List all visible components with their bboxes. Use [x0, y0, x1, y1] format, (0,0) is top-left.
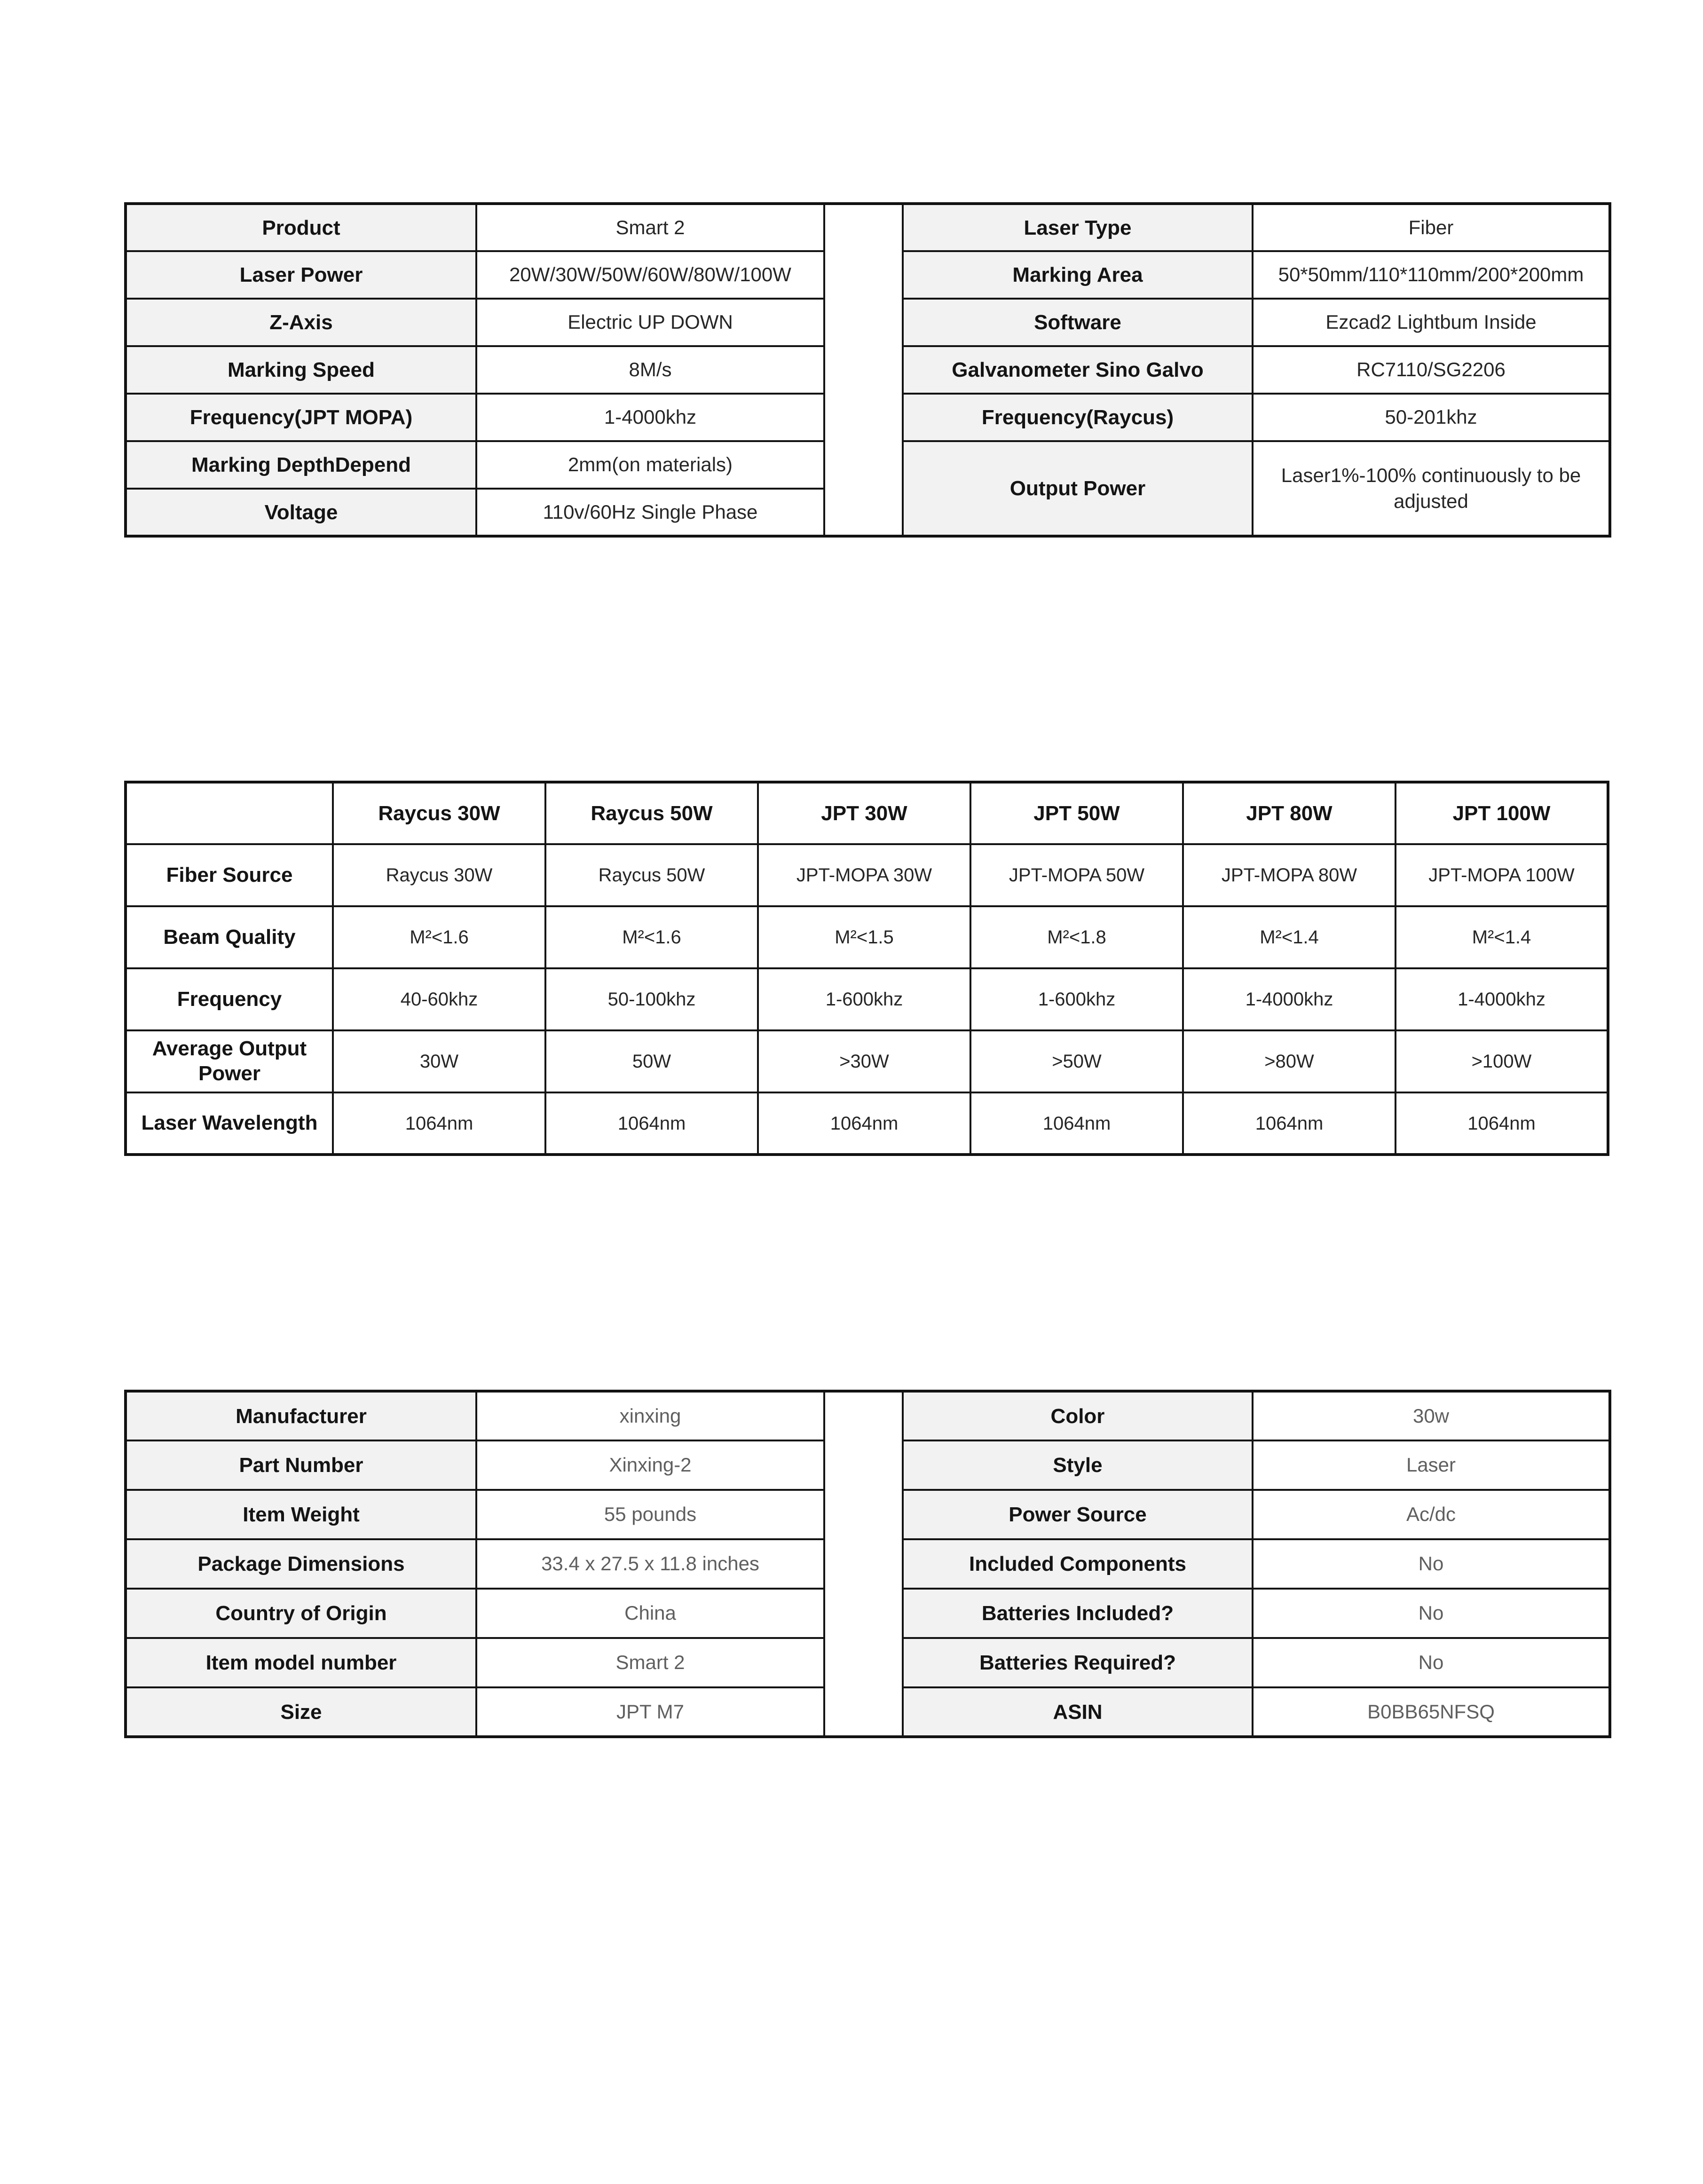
row-value: >30W [758, 1030, 970, 1092]
row-label: Galvanometer Sino Galvo [903, 346, 1253, 394]
corner-cell [126, 782, 333, 844]
row-label: Power Source [903, 1490, 1253, 1539]
row-value: Ezcad2 Lightbum Inside [1253, 299, 1610, 346]
row-value: M²<1.6 [545, 906, 758, 968]
column-header: JPT 80W [1183, 782, 1396, 844]
row-value: 40-60khz [333, 968, 545, 1030]
row-value: M²<1.5 [758, 906, 970, 968]
row-value: >100W [1396, 1030, 1608, 1092]
row-label: Beam Quality [126, 906, 333, 968]
row-label: Z-Axis [126, 299, 476, 346]
table-row [126, 1391, 1610, 1440]
row-label: Batteries Required? [903, 1638, 1253, 1687]
row-value: Raycus 30W [333, 844, 545, 906]
row-label: Marking Speed [126, 346, 476, 394]
row-value: JPT-MOPA 100W [1396, 844, 1608, 906]
row-label: Laser Wavelength [126, 1092, 333, 1155]
row-label: Item model number [126, 1638, 476, 1687]
row-value: JPT-MOPA 30W [758, 844, 970, 906]
row-label: Marking DepthDepend [126, 441, 476, 489]
row-label: Part Number [126, 1440, 476, 1490]
row-value: 1064nm [758, 1092, 970, 1155]
column-header: JPT 30W [758, 782, 970, 844]
table-row [126, 1030, 1608, 1092]
row-value: 1-600khz [970, 968, 1183, 1030]
table-row [126, 844, 1608, 906]
row-value: RC7110/SG2206 [1253, 346, 1610, 394]
row-value: M²<1.4 [1183, 906, 1396, 968]
row-value: 50-100khz [545, 968, 758, 1030]
row-value: 30w [1253, 1391, 1610, 1440]
row-value: Fiber [1253, 204, 1610, 251]
row-value: No [1253, 1539, 1610, 1589]
row-value: 1064nm [1183, 1092, 1396, 1155]
row-value: M²<1.4 [1396, 906, 1608, 968]
table-gap [824, 204, 903, 536]
row-value: Smart 2 [476, 204, 824, 251]
row-label: Country of Origin [126, 1589, 476, 1638]
row-label: Size [126, 1687, 476, 1737]
row-label: Frequency [126, 968, 333, 1030]
table-row [126, 204, 1610, 251]
row-value: Laser [1253, 1440, 1610, 1490]
row-label: Style [903, 1440, 1253, 1490]
row-value: 110v/60Hz Single Phase [476, 489, 824, 536]
row-value: JPT-MOPA 50W [970, 844, 1183, 906]
row-label: Item Weight [126, 1490, 476, 1539]
row-label: Laser Type [903, 204, 1253, 251]
row-value: 1064nm [1396, 1092, 1608, 1155]
row-value: 8M/s [476, 346, 824, 394]
row-label: Product [126, 204, 476, 251]
row-label: ASIN [903, 1687, 1253, 1737]
row-value: 1064nm [545, 1092, 758, 1155]
row-value: Raycus 50W [545, 844, 758, 906]
row-value: 20W/30W/50W/60W/80W/100W [476, 251, 824, 299]
row-value: 50-201khz [1253, 394, 1610, 441]
table-row [126, 1092, 1608, 1155]
row-label: Average Output Power [126, 1030, 333, 1092]
row-label: Software [903, 299, 1253, 346]
row-value: Laser1%-100% continuously to be adjusted [1253, 441, 1610, 536]
row-label: Voltage [126, 489, 476, 536]
row-value: 1064nm [333, 1092, 545, 1155]
row-value: No [1253, 1638, 1610, 1687]
machine-spec-table [124, 202, 1611, 538]
row-value: No [1253, 1589, 1610, 1638]
table-row [126, 906, 1608, 968]
row-value: JPT M7 [476, 1687, 824, 1737]
row-value: Xinxing-2 [476, 1440, 824, 1490]
row-value: 55 pounds [476, 1490, 824, 1539]
row-value: xinxing [476, 1391, 824, 1440]
row-label: Frequency(Raycus) [903, 394, 1253, 441]
row-value: 2mm(on materials) [476, 441, 824, 489]
row-value: M²<1.6 [333, 906, 545, 968]
row-value: JPT-MOPA 80W [1183, 844, 1396, 906]
row-value: 1064nm [970, 1092, 1183, 1155]
product-info-table [124, 1390, 1611, 1738]
row-value: >50W [970, 1030, 1183, 1092]
row-value: 30W [333, 1030, 545, 1092]
row-value: 50*50mm/110*110mm/200*200mm [1253, 251, 1610, 299]
row-value: >80W [1183, 1030, 1396, 1092]
row-label: Laser Power [126, 251, 476, 299]
row-value: M²<1.8 [970, 906, 1183, 968]
row-value: 33.4 x 27.5 x 11.8 inches [476, 1539, 824, 1589]
column-header: JPT 50W [970, 782, 1183, 844]
row-value: Smart 2 [476, 1638, 824, 1687]
row-label: Package Dimensions [126, 1539, 476, 1589]
row-value: B0BB65NFSQ [1253, 1687, 1610, 1737]
row-label: Output Power [903, 441, 1253, 536]
table-gap [824, 1391, 903, 1737]
row-value: 1-600khz [758, 968, 970, 1030]
row-value: Electric UP DOWN [476, 299, 824, 346]
row-value: China [476, 1589, 824, 1638]
row-value: 50W [545, 1030, 758, 1092]
column-header: JPT 100W [1396, 782, 1608, 844]
column-header: Raycus 50W [545, 782, 758, 844]
table-header-row [126, 782, 1608, 844]
row-label: Fiber Source [126, 844, 333, 906]
row-value: 1-4000khz [1183, 968, 1396, 1030]
row-label: Marking Area [903, 251, 1253, 299]
table-row [126, 968, 1608, 1030]
row-label: Frequency(JPT MOPA) [126, 394, 476, 441]
laser-comparison-table [124, 781, 1609, 1156]
row-value: 1-4000khz [476, 394, 824, 441]
column-header: Raycus 30W [333, 782, 545, 844]
row-label: Manufacturer [126, 1391, 476, 1440]
row-value: Ac/dc [1253, 1490, 1610, 1539]
row-value: 1-4000khz [1396, 968, 1608, 1030]
row-label: Included Components [903, 1539, 1253, 1589]
row-label: Batteries Included? [903, 1589, 1253, 1638]
row-label: Color [903, 1391, 1253, 1440]
